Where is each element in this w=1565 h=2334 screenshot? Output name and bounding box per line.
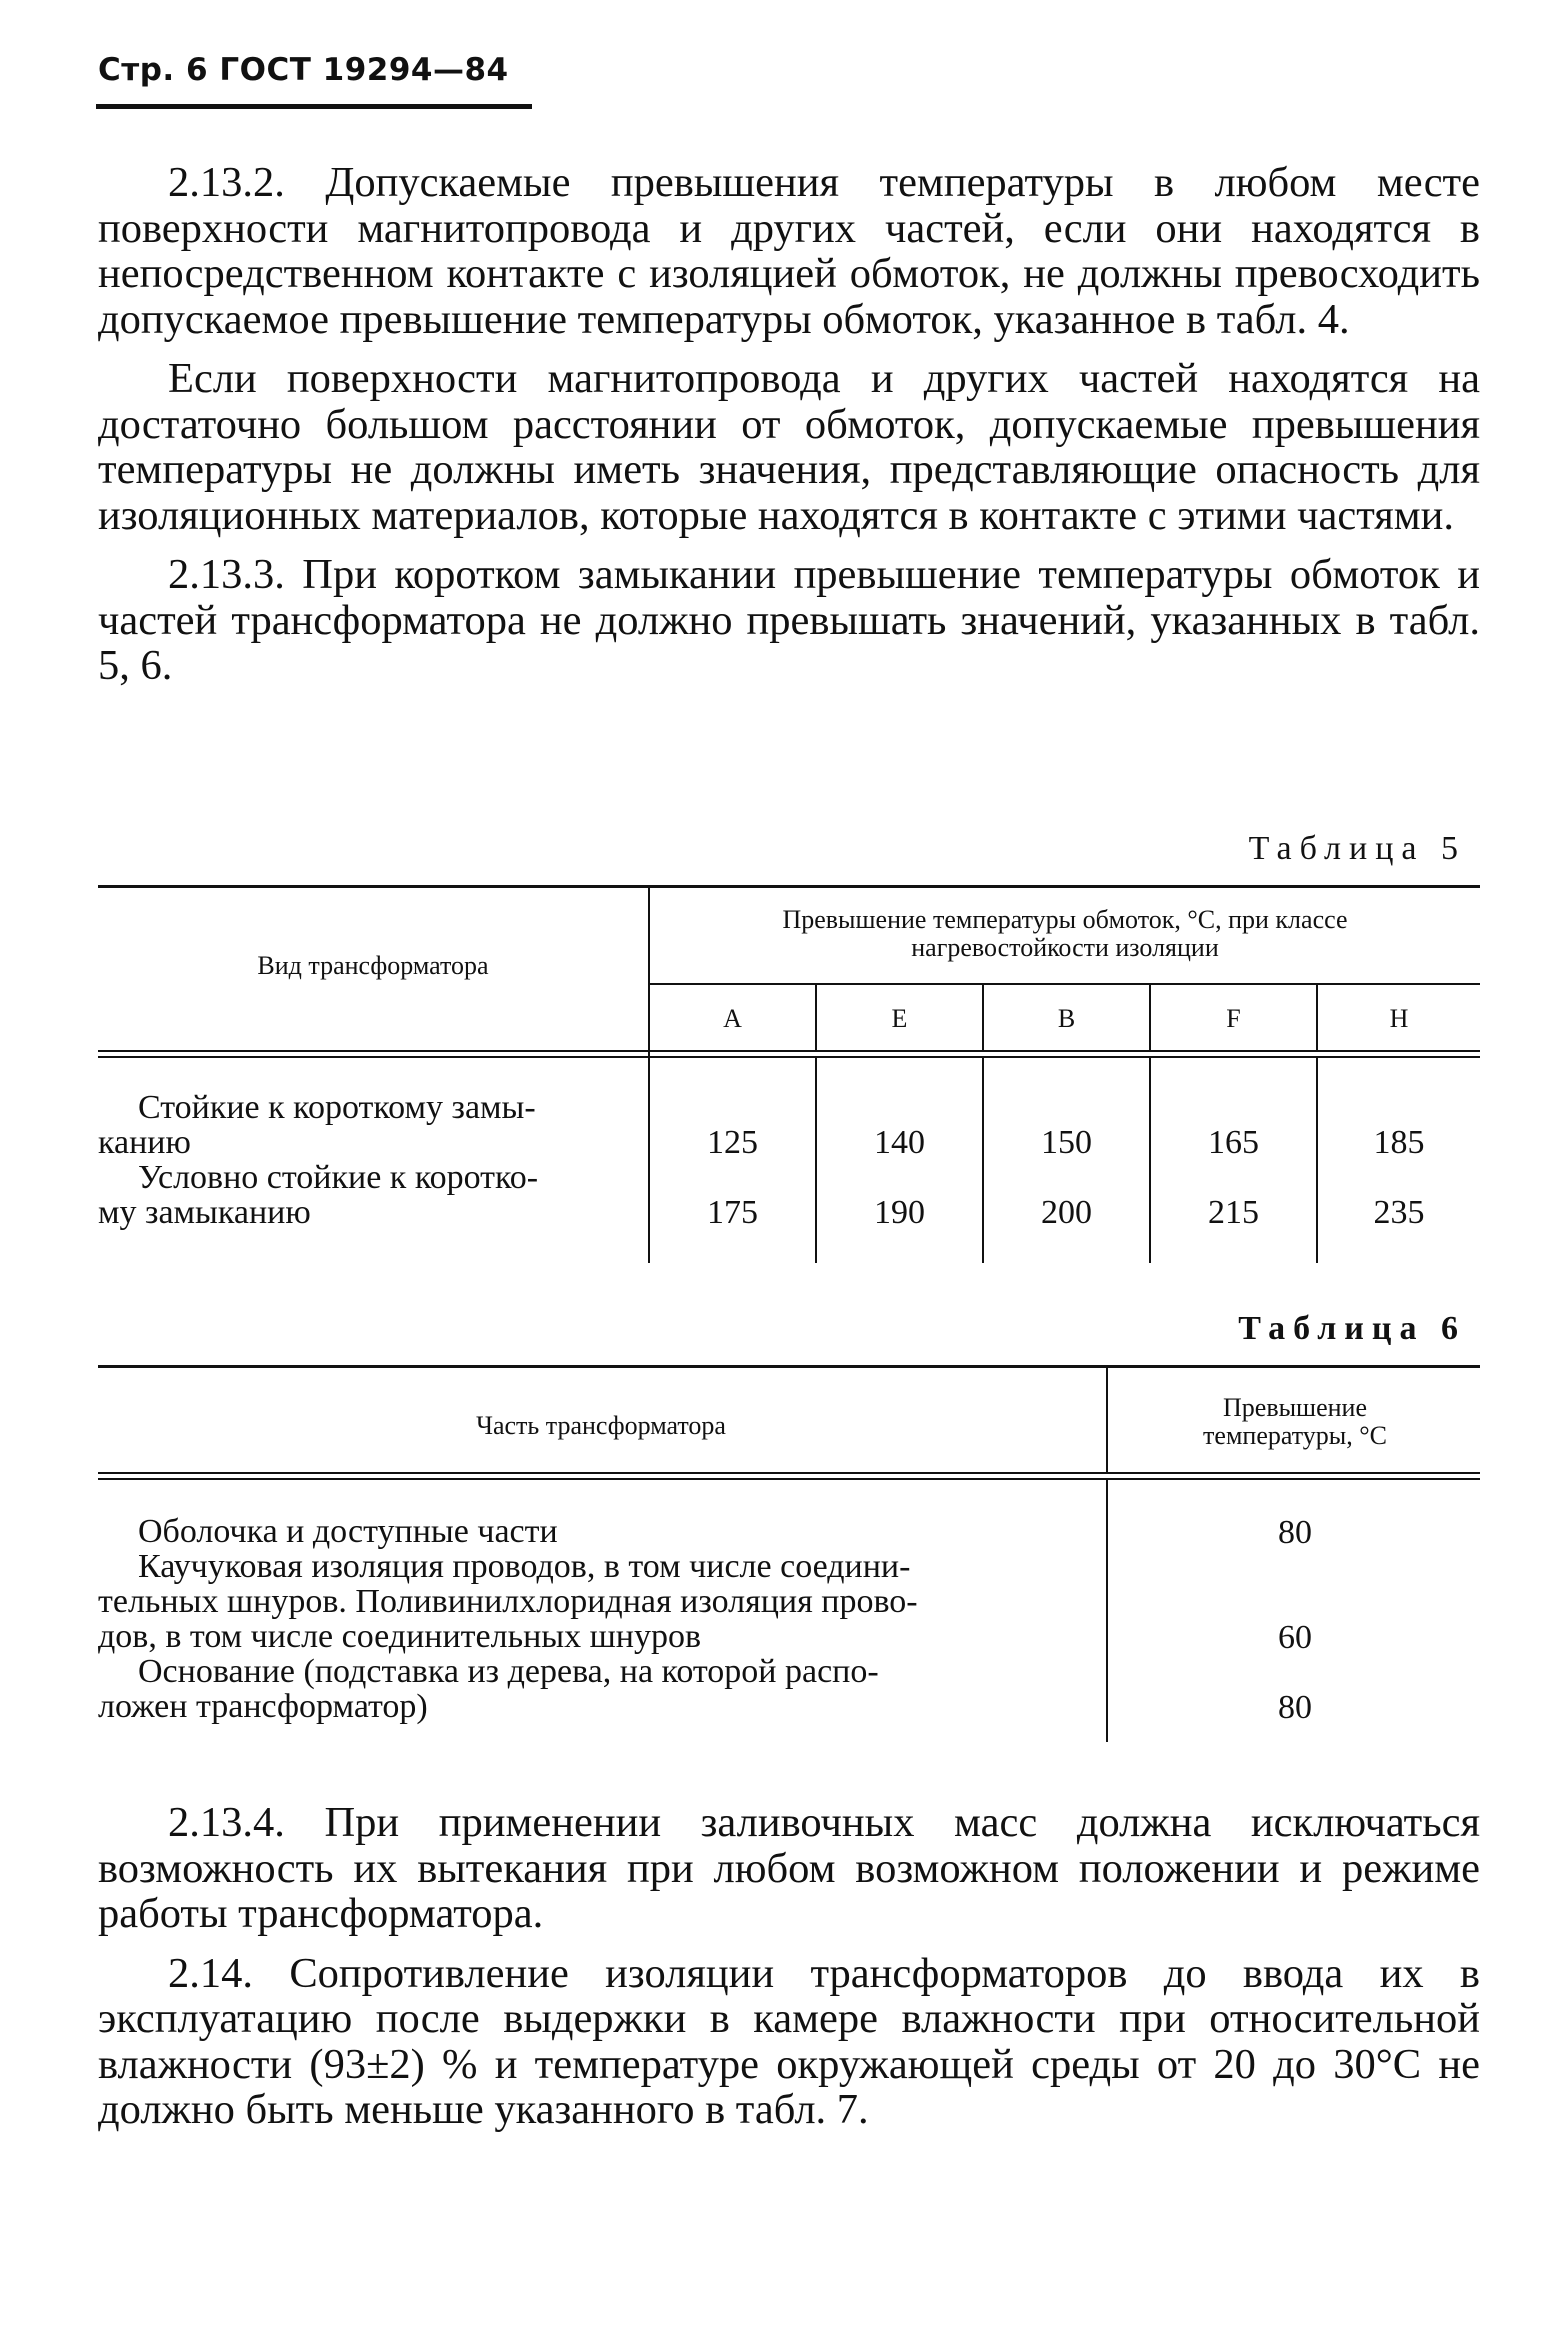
table6-top-rule: [98, 1365, 1480, 1368]
header-rule: [96, 104, 532, 109]
table5-r2-e: 190: [874, 1194, 925, 1231]
table5-class-f: F: [1226, 1004, 1241, 1033]
table5-r2-f: 215: [1208, 1194, 1259, 1231]
table5-class-h: Н: [1389, 1004, 1409, 1033]
table5-subheader-rule: [650, 983, 1480, 985]
table5-vline-3h: [982, 985, 984, 1051]
paragraph-2-13-4: 2.13.4. При применении заливочных масс должна исключаться возможность их вытекания при любом возможном положении и режиме работы трансформатора.: [98, 1799, 1480, 1937]
table5-r2-a: 175: [707, 1194, 758, 1231]
table5-r1-b: 150: [1041, 1124, 1092, 1161]
table5-class-e: Е: [891, 1004, 908, 1033]
table5-top-rule: [98, 885, 1480, 888]
paragraph-2-13-3: 2.13.3. При коротком замыкании превышение температуры обмоток и частей трансформатора не должно превышать значений, указанных в табл. 5, 6.: [98, 551, 1480, 689]
table5-r1-a: 125: [707, 1124, 758, 1161]
table5-vline-4h: [1149, 985, 1151, 1051]
paragraph-surfaces: Если поверхности магнитопровода и других частей находятся на достаточно большом расстоянии от обмоток, допускаемые превышения температуры не должны иметь значения, представляющие опасность для изоляционных материалов, которые находятся в контакте с этими частями.: [98, 355, 1480, 539]
paragraph-2-14: 2.14. Сопротивление изоляции трансформаторов до ввода их в эксплуатацию после выдержки в камере влажности при относительной влажности (93±2) % и температуре окружающей среды от 20 до 30°С не должно быть меньше указанного в табл. 7.: [98, 1949, 1480, 2133]
table6-vline-head: [1106, 1368, 1108, 1474]
table5-class-a: А: [723, 1004, 742, 1033]
table5-row-2-label: Условно стойкие к коротко- му замыканию: [98, 1159, 539, 1231]
table6-row-2-value: 60: [1278, 1619, 1312, 1656]
table6-header-rule-2: [98, 1478, 1480, 1480]
page-header: Стр. 6 ГОСТ 19294—84: [98, 52, 509, 88]
table5-header-rule-1: [98, 1050, 1480, 1052]
table5-header-rule-2: [98, 1056, 1480, 1058]
text-block-bottom: [98, 1800, 1480, 2133]
table6-header-rule-1: [98, 1472, 1480, 1474]
table5-row-1-label: Стойкие к короткому замы- канию: [98, 1089, 536, 1161]
table6-row-2-label: Каучуковая изоляция проводов, в том числе соедини- тельных шнуров. Поливинилхлоридная изоляция прово- дов, в том числе соединительных шнуров: [98, 1548, 918, 1655]
table6-row-3-value: 80: [1278, 1689, 1312, 1726]
table5-vline-2h: [815, 985, 817, 1051]
table6-col-header: Часть трансформатора: [476, 1411, 726, 1440]
table5-r2-h: 235: [1373, 1194, 1425, 1231]
table5-vline-5h: [1316, 985, 1318, 1051]
table5-group-header: Превышение температуры обмоток, °С, при классе нагревостойкости изоляции: [782, 905, 1348, 962]
table6-row-1-value: 80: [1278, 1514, 1312, 1551]
table6-row-3-label: Основание (подставка из дерева, на которой распо- ложен трансформатор): [98, 1653, 879, 1725]
paragraph-2-13-2: 2.13.2. Допускаемые превышения температуры в любом месте поверхности магнитопровода и других частей, если они находятся в непосредственном контакте с изоляцией обмоток, не должны превосходить допускаемое превышение температуры обмоток, указанное в табл. 4.: [98, 159, 1480, 343]
table6-vline-body: [1106, 1480, 1108, 1742]
table5-r1-h: 185: [1373, 1124, 1425, 1161]
table6-title: Таблица 6: [1238, 1310, 1466, 1347]
table6-value-header: Превышение температуры, °С: [1203, 1393, 1387, 1450]
table5-col-header: Вид трансформатора: [257, 951, 489, 980]
table6-row-1-label: Оболочка и доступные части: [138, 1513, 558, 1550]
table5-r1-e: 140: [874, 1124, 925, 1161]
table5-class-b: В: [1057, 1004, 1076, 1033]
table5-r2-b: 200: [1041, 1194, 1092, 1231]
table5-r1-f: 165: [1208, 1124, 1259, 1161]
table5-title: Таблица 5: [1248, 830, 1466, 867]
text-block-top: [98, 160, 1480, 689]
